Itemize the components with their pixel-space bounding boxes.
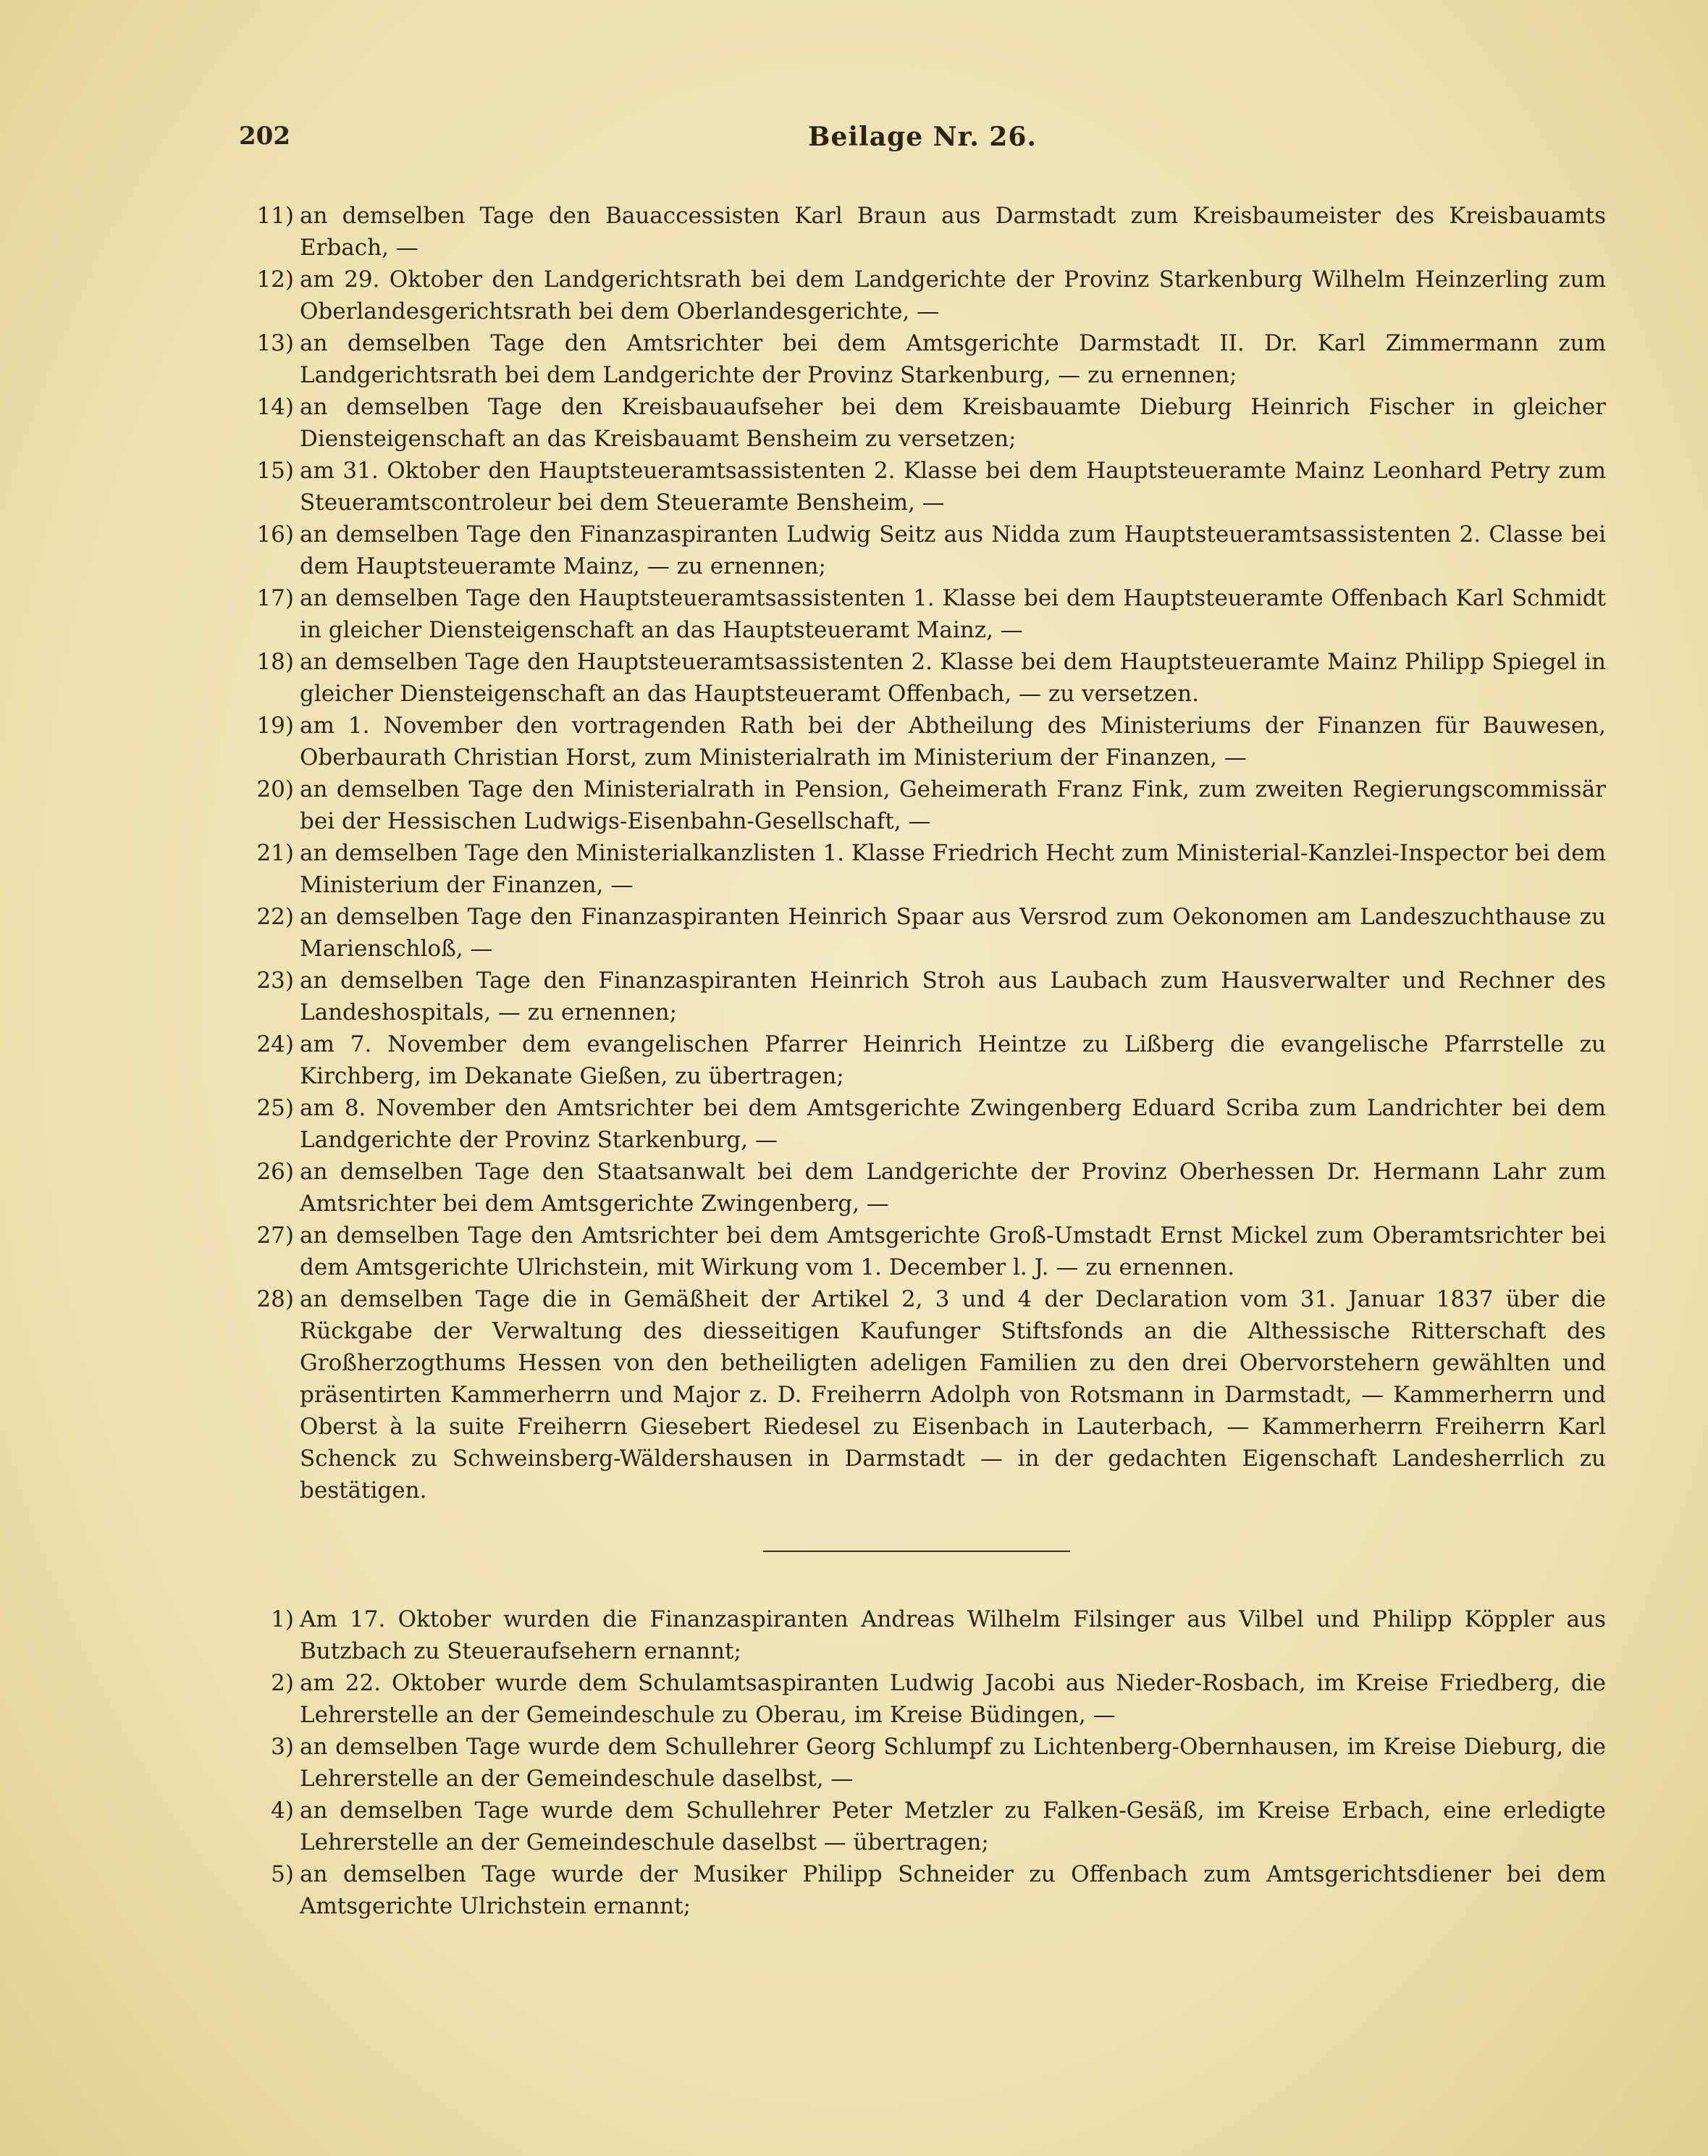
item-text: an demselben Tage den Ministerialrath in Pension, Geheimerath Franz Fink, zum zweiten Regierungscommissär bei der Hessischen Ludwigs-Eisenbahn-Gesellschaft, — [300, 776, 1606, 834]
item-number: 4) [271, 1798, 294, 1824]
item-text: an demselben Tage den Staatsanwalt bei dem Landgerichte der Provinz Oberhessen Dr. Hermann Lahr zum Amtsrichter bei dem Amtsgerichte Zwingenberg, — [300, 1159, 1606, 1217]
list-item [239, 1667, 1606, 1731]
item-number: 25) [256, 1095, 294, 1121]
list-item [239, 519, 1606, 582]
list-item [239, 455, 1606, 519]
item-text: am 31. Oktober den Hauptsteueramtsassistenten 2. Klasse bei dem Hauptsteueramte Mainz Leonhard Petry zum Steueramtscontroleur bei dem Steueramte Bensheim, — [300, 458, 1606, 516]
page-title: Beilage Nr. 26. [808, 122, 1037, 152]
item-text: an demselben Tage die in Gemäßheit der Artikel 2, 3 und 4 der Declaration vom 31. Januar 1837 über die Rückgabe der Verwaltung des diesseitigen Kaufunger Stiftsfonds an die Althessische Ritterschaft des Großherzogthums Hessen von den betheiligten adeligen Familien zu den drei Obervorstehern gewählten und präsentirten Kammerherrn und Major z. D. Freiherrn Adolph von Rotsmann in Darmstadt, — Kammerherrn und Oberst à la suite Freiherrn Giesebert Riedesel zu Eisenbach in Lauterbach, — Kammerherrn Freiherrn Karl Schenck zu Schweinsberg-Wäldershausen in Darmstadt — in der gedachten Eigenschaft Landesherrlich zu bestätigen. [300, 1286, 1606, 1503]
item-text: an demselben Tage den Amtsrichter bei dem Amtsgerichte Darmstadt II. Dr. Karl Zimmermann zum Landgerichtsrath bei dem Landgerichte der Provinz Starkenburg, — zu ernennen; [300, 330, 1606, 388]
page-number: 202 [239, 122, 290, 151]
list-item [239, 1220, 1606, 1283]
list-item [239, 391, 1606, 455]
list-item [239, 837, 1606, 901]
item-number: 23) [256, 968, 294, 994]
item-text: an demselben Tage den Finanzaspiranten Heinrich Spaar aus Versrod zum Oekonomen am Landeszuchthause zu Marienschloß, — [300, 904, 1606, 962]
item-number: 24) [256, 1031, 294, 1057]
item-number: 17) [256, 585, 294, 611]
item-number: 14) [256, 394, 294, 420]
list-item [239, 1092, 1606, 1156]
item-number: 26) [256, 1159, 294, 1185]
list-item [239, 773, 1606, 837]
item-text: Am 17. Oktober wurden die Finanzaspiranten Andreas Wilhelm Filsinger aus Vilbel und Philipp Köppler aus Butzbach zu Steueraufsehern ernannt; [300, 1606, 1606, 1664]
list-item [239, 965, 1606, 1028]
list-item [239, 1731, 1606, 1795]
list-item [239, 1858, 1606, 1922]
item-number: 20) [256, 776, 294, 802]
item-number: 15) [256, 458, 294, 484]
item-text: an demselben Tage den Ministerialkanzlisten 1. Klasse Friedrich Hecht zum Ministerial-Kanzlei-Inspector bei dem Ministerium der Finanzen, — [300, 840, 1606, 898]
item-number: 28) [256, 1286, 294, 1312]
item-text: an demselben Tage den Kreisbauaufseher bei dem Kreisbauamte Dieburg Heinrich Fischer in gleicher Diensteigenschaft an das Kreisbauamt Bensheim zu versetzen; [300, 394, 1606, 452]
item-number: 1) [271, 1606, 294, 1632]
list-item [239, 327, 1606, 391]
item-number: 19) [256, 713, 294, 739]
appointments-list-1 [239, 200, 1606, 1506]
item-number: 5) [271, 1861, 294, 1887]
item-number: 11) [256, 203, 294, 229]
item-text: an demselben Tage den Hauptsteueramtsassistenten 2. Klasse bei dem Hauptsteueramte Mainz Philipp Spiegel in gleicher Diensteigenschaft an das Hauptsteueramt Offenbach, — zu versetzen. [300, 649, 1606, 707]
page-header [239, 122, 1606, 158]
item-number: 22) [256, 904, 294, 930]
list-item [239, 264, 1606, 327]
item-text: an demselben Tage den Amtsrichter bei dem Amtsgerichte Groß-Umstadt Ernst Mickel zum Oberamtsrichter bei dem Amtsgerichte Ulrichstein, mit Wirkung vom 1. December l. J. — zu ernennen. [300, 1222, 1606, 1280]
item-text: an demselben Tage den Finanzaspiranten Heinrich Stroh aus Laubach zum Hausverwalter und Rechner des Landeshospitals, — zu ernennen; [300, 968, 1606, 1025]
section-divider [763, 1551, 1070, 1552]
appointments-list-2 [239, 1603, 1606, 1922]
list-item [239, 710, 1606, 773]
item-text: an demselben Tage den Hauptsteueramtsassistenten 1. Klasse bei dem Hauptsteueramte Offenbach Karl Schmidt in gleicher Diensteigenschaft an das Hauptsteueramt Mainz, — [300, 585, 1606, 643]
item-text: am 7. November dem evangelischen Pfarrer Heinrich Heintze zu Lißberg die evangelische Pfarrstelle zu Kirchberg, im Dekanate Gießen, zu übertragen; [300, 1031, 1606, 1089]
list-item [239, 1795, 1606, 1858]
item-number: 27) [256, 1222, 294, 1249]
item-number: 13) [256, 330, 294, 356]
item-number: 16) [256, 521, 294, 548]
list-item [239, 901, 1606, 965]
list-item [239, 200, 1606, 264]
list-item [239, 1028, 1606, 1092]
item-number: 21) [256, 840, 294, 866]
item-text: an demselben Tage wurde dem Schullehrer Georg Schlumpf zu Lichtenberg-Obernhausen, im Kreise Dieburg, die Lehrerstelle an der Gemeindeschule daselbst, — [300, 1734, 1606, 1792]
list-item [239, 1283, 1606, 1506]
item-text: am 22. Oktober wurde dem Schulamtsaspiranten Ludwig Jacobi aus Nieder-Rosbach, im Kreise Friedberg, die Lehrerstelle an der Gemeindeschule zu Oberau, im Kreise Büdingen, — [300, 1670, 1606, 1728]
item-text: am 8. November den Amtsrichter bei dem Amtsgerichte Zwingenberg Eduard Scriba zum Landrichter bei dem Landgerichte der Provinz Starkenburg, — [300, 1095, 1606, 1153]
list-item [239, 1156, 1606, 1220]
item-text: an demselben Tage wurde dem Schullehrer Peter Metzler zu Falken-Gesäß, im Kreise Erbach, eine erledigte Lehrerstelle an der Gemeindeschule daselbst — übertragen; [300, 1798, 1606, 1855]
list-item [239, 582, 1606, 646]
list-item [239, 646, 1606, 710]
item-number: 2) [271, 1670, 294, 1696]
item-number: 12) [256, 267, 294, 293]
item-text: an demselben Tage wurde der Musiker Philipp Schneider zu Offenbach zum Amtsgerichtsdiener bei dem Amtsgerichte Ulrichstein ernannt; [300, 1861, 1606, 1919]
item-text: an demselben Tage den Finanzaspiranten Ludwig Seitz aus Nidda zum Hauptsteueramtsassistenten 2. Classe bei dem Hauptsteueramte Mainz, — zu ernennen; [300, 521, 1606, 579]
item-text: an demselben Tage den Bauaccessisten Karl Braun aus Darmstadt zum Kreisbaumeister des Kreisbauamts Erbach, — [300, 203, 1606, 261]
item-number: 3) [271, 1734, 294, 1760]
item-text: am 1. November den vortragenden Rath bei der Abtheilung des Ministeriums der Finanzen für Bauwesen, Oberbaurath Christian Horst, zum Ministerialrath im Ministerium der Finanzen, — [300, 713, 1606, 771]
item-text: am 29. Oktober den Landgerichtsrath bei dem Landgerichte der Provinz Starkenburg Wilhelm Heinzerling zum Oberlandesgerichtsrath bei dem Oberlandesgerichte, — [300, 267, 1606, 324]
item-number: 18) [256, 649, 294, 675]
list-item [239, 1603, 1606, 1667]
